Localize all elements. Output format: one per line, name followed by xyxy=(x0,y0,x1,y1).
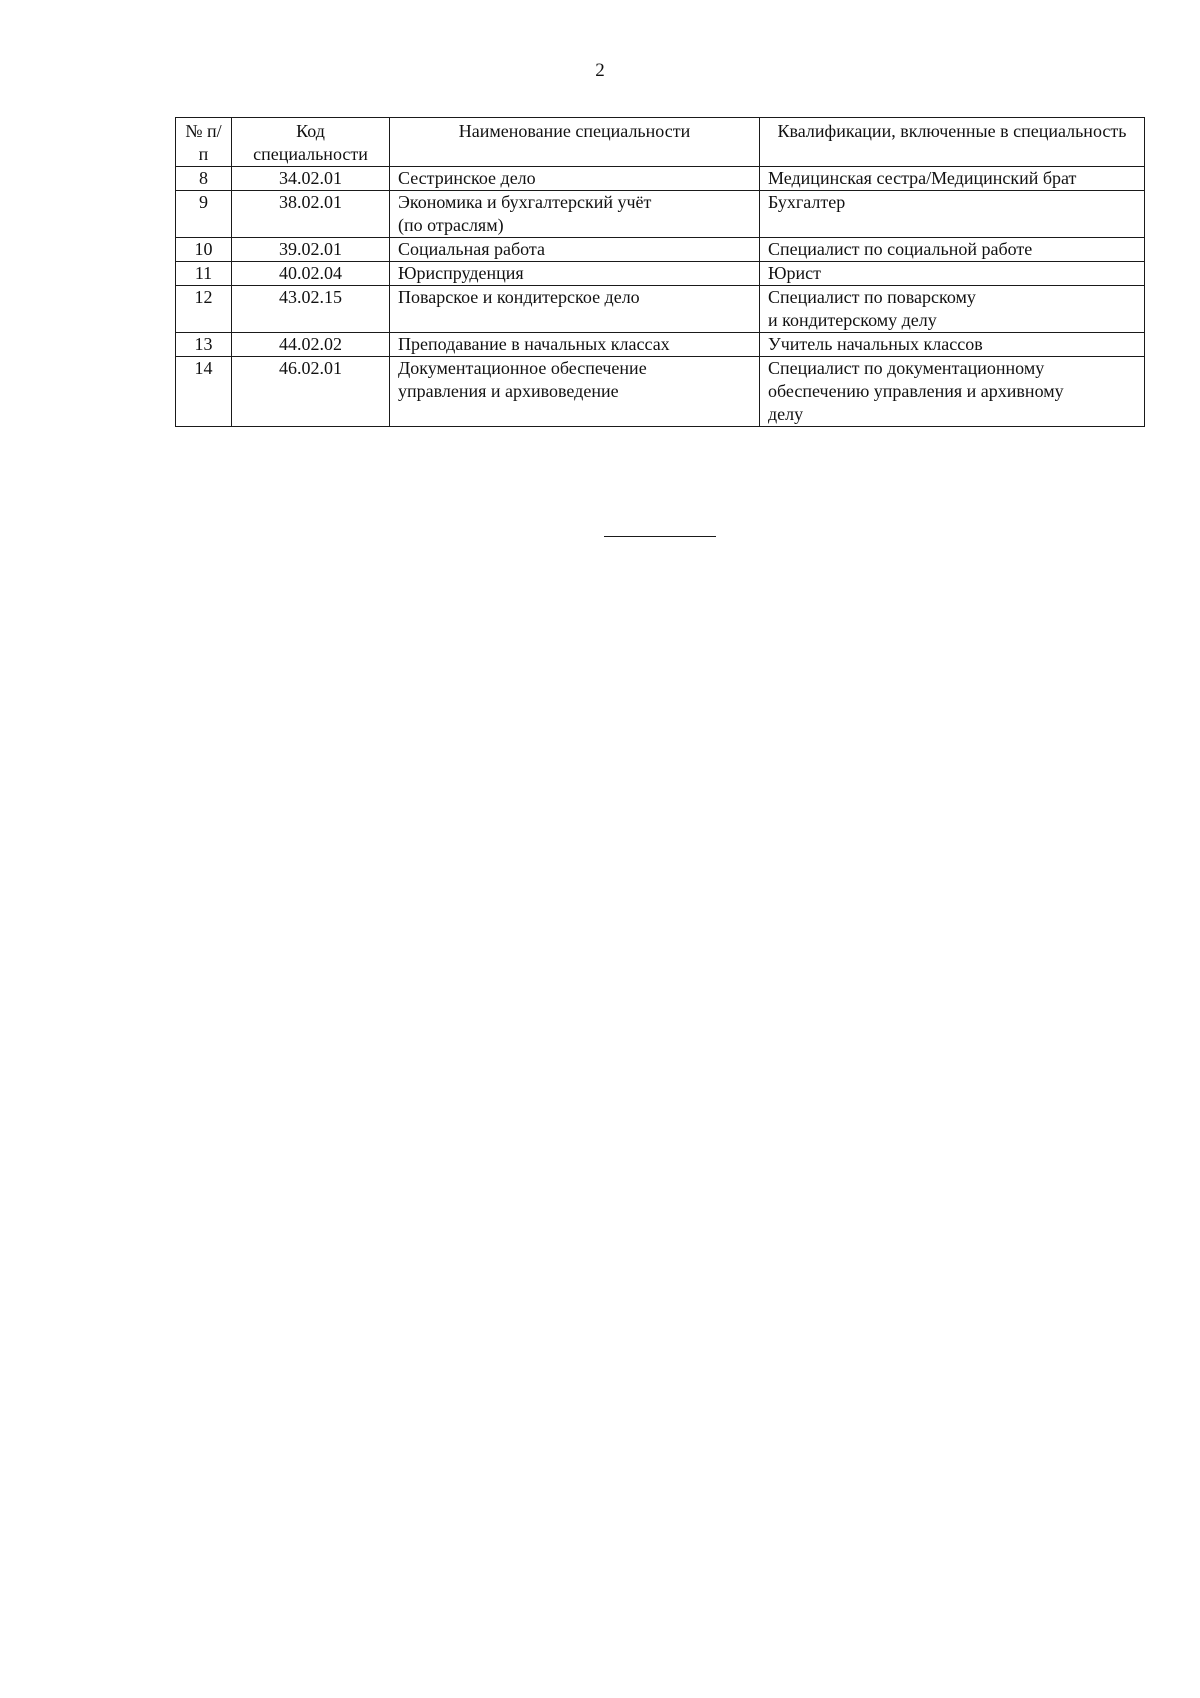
page-number: 2 xyxy=(595,60,605,81)
specialty-name-line: Юриспруденция xyxy=(398,263,524,283)
specialty-name-cell xyxy=(390,238,760,262)
qualification-line: Специалист по документационному xyxy=(768,358,1045,378)
qualification-cell xyxy=(760,238,1145,262)
specialty-name-line: Поварское и кондитерское дело xyxy=(398,287,640,307)
header-text: специальности xyxy=(253,144,368,164)
specialty-code-cell: 40.02.04 xyxy=(232,262,390,286)
specialty-name-line: Сестринское дело xyxy=(398,168,536,188)
qualification-line: Учитель начальных классов xyxy=(768,334,983,354)
specialty-name-cell xyxy=(390,333,760,357)
table-row xyxy=(176,357,1145,427)
specialty-name-line: Преподавание в начальных классах xyxy=(398,334,670,354)
header-qualification xyxy=(760,118,1145,167)
row-number-cell: 11 xyxy=(176,262,232,286)
header-text: Квалификации, включенные xyxy=(777,121,996,141)
header-text: п/п xyxy=(198,121,222,164)
row-number-cell: 9 xyxy=(176,191,232,238)
table-row xyxy=(176,286,1145,333)
qualification-cell xyxy=(760,286,1145,333)
row-number-cell: 8 xyxy=(176,167,232,191)
table-header-row xyxy=(176,118,1145,167)
row-number-cell: 12 xyxy=(176,286,232,333)
specialty-code-cell: 38.02.01 xyxy=(232,191,390,238)
qualification-cell xyxy=(760,357,1145,427)
specialty-name-line: Экономика и бухгалтерский учёт xyxy=(398,192,652,212)
specialty-code-cell: 39.02.01 xyxy=(232,238,390,262)
qualification-line: Бухгалтер xyxy=(768,192,846,212)
qualification-line: делу xyxy=(768,404,804,424)
row-number-cell: 10 xyxy=(176,238,232,262)
specialty-code-cell: 46.02.01 xyxy=(232,357,390,427)
header-text: № xyxy=(185,121,203,141)
qualification-line: и кондитерскому делу xyxy=(768,310,937,330)
qualification-line: Медицинская сестра/Медицинский брат xyxy=(768,168,1077,188)
specialty-code-cell: 44.02.02 xyxy=(232,333,390,357)
row-number-cell: 13 xyxy=(176,333,232,357)
specialty-name-line: Социальная работа xyxy=(398,239,545,259)
header-text: Код xyxy=(296,121,325,141)
qualification-cell xyxy=(760,262,1145,286)
qualification-cell xyxy=(760,191,1145,238)
qualification-line: Специалист по социальной работе xyxy=(768,239,1033,259)
header-text: Наименование специальности xyxy=(458,121,691,141)
end-divider xyxy=(604,536,716,537)
table-row xyxy=(176,167,1145,191)
header-name xyxy=(390,118,760,167)
specialty-name-line: (по отраслям) xyxy=(398,215,504,235)
table-row xyxy=(176,191,1145,238)
specialty-name-cell xyxy=(390,286,760,333)
specialty-name-cell xyxy=(390,357,760,427)
qualification-line: обеспечению управления и архивному xyxy=(768,381,1064,401)
specialty-name-line: Документационное обеспечение xyxy=(398,358,647,378)
table-row xyxy=(176,333,1145,357)
header-number xyxy=(176,118,232,167)
specialties-table xyxy=(175,117,1145,427)
header-text: в специальность xyxy=(1000,121,1127,141)
table-row xyxy=(176,238,1145,262)
specialty-name-cell xyxy=(390,167,760,191)
qualification-cell xyxy=(760,167,1145,191)
qualification-cell xyxy=(760,333,1145,357)
specialty-code-cell: 34.02.01 xyxy=(232,167,390,191)
table-body xyxy=(176,167,1145,427)
qualification-line: Специалист по поварскому xyxy=(768,287,976,307)
specialty-code-cell: 43.02.15 xyxy=(232,286,390,333)
header-code xyxy=(232,118,390,167)
specialty-name-cell xyxy=(390,262,760,286)
table-row xyxy=(176,262,1145,286)
qualification-line: Юрист xyxy=(768,263,821,283)
specialty-name-line: управления и архивоведение xyxy=(398,381,619,401)
row-number-cell: 14 xyxy=(176,357,232,427)
specialty-name-cell xyxy=(390,191,760,238)
